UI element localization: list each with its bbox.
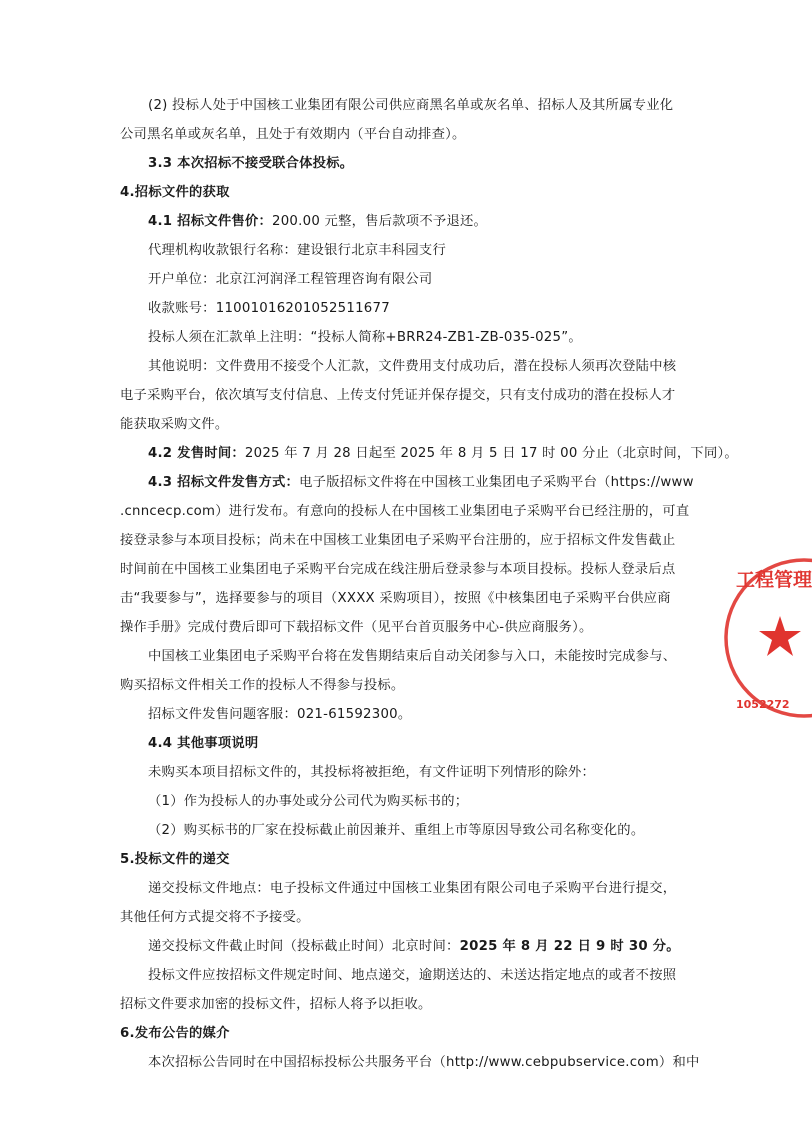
clause-4-1-label: 4.1 招标文件售价： bbox=[148, 214, 273, 229]
clause-4-3-label: 4.3 招标文件发售方式： bbox=[148, 475, 300, 490]
submission-deadline bbox=[148, 932, 715, 962]
clause-4-1 bbox=[148, 207, 715, 237]
late-submission-note: 投标文件应按招标文件规定时间、地点递交，逾期送达的、未送达指定地点的或者不按照 bbox=[148, 968, 677, 983]
clause-4-4-intro: 未购买本项目招标文件的，其投标将被拒绝，有文件证明下列情形的除外： bbox=[148, 765, 596, 780]
clause-4-1-text: 200.00 元整，售后款项不予退还。 bbox=[272, 214, 488, 229]
seal-bottom-text: 1052272 bbox=[736, 698, 790, 711]
section-4-heading: 4.招标文件的获取 bbox=[120, 185, 230, 200]
submission-deadline-label: 递交投标文件截止时间（投标截止时间）北京时间： bbox=[148, 939, 460, 954]
account-number: 收款账号：11001016201052511677 bbox=[148, 301, 390, 316]
other-notes-cont-1: 电子采购平台，依次填写支付信息、上传支付凭证并保存提交，只有支付成功的潜在投标人才 bbox=[120, 388, 676, 403]
account-holder: 开户单位：北京江河润泽工程管理咨询有限公司 bbox=[148, 272, 433, 287]
paragraph-2-blacklist: (2) 投标人处于中国核工业集团有限公司供应商黑名单或灰名单、招标人及其所属专业化 bbox=[148, 98, 674, 113]
clause-4-2-label: 4.2 发售时间： bbox=[148, 446, 245, 461]
submission-location: 递交投标文件地点：电子投标文件通过中国核工业集团有限公司电子采购平台进行提交， bbox=[148, 881, 677, 896]
submission-deadline-value: 2025 年 8 月 22 日 9 时 30 分。 bbox=[459, 939, 680, 954]
clause-4-3-cont-4: 击“我要参与”，选择要参与的项目（XXXX 采购项目），按照《中核集团电子采购平台供应商 bbox=[120, 591, 671, 606]
late-submission-note-cont: 招标文件要求加密的投标文件，招标人将予以拒收。 bbox=[120, 997, 432, 1012]
exception-2: （2）购买标书的厂家在投标截止前因兼并、重组上市等原因导致公司名称变化的。 bbox=[148, 823, 645, 838]
seal-star-icon bbox=[759, 616, 801, 656]
other-notes-cont-2: 能获取采购文件。 bbox=[120, 417, 229, 432]
clause-4-3 bbox=[148, 468, 715, 498]
section-6-heading: 6.发布公告的媒介 bbox=[120, 1026, 230, 1041]
clause-4-3-cont-1: .cnncecp.com）进行发布。有意向的投标人在中国核工业集团电子采购平台已经注册的，可直 bbox=[120, 504, 690, 519]
clause-4-4: 4.4 其他事项说明 bbox=[148, 736, 259, 751]
section-5-heading: 5.投标文件的递交 bbox=[120, 852, 230, 867]
company-seal-stamp bbox=[722, 538, 812, 738]
other-notes: 其他说明：文件费用不接受个人汇款，文件费用支付成功后，潜在投标人须再次登陆中核 bbox=[148, 359, 677, 374]
platform-close-note: 中国核工业集团电子采购平台将在发售期结束后自动关闭参与入口，未能按时完成参与、 bbox=[148, 649, 677, 664]
clause-3-3: 3.3 本次招标不接受联合体投标。 bbox=[148, 156, 354, 171]
submission-location-cont: 其他任何方式提交将不予接受。 bbox=[120, 910, 310, 925]
exception-1: （1）作为投标人的办事处或分公司代为购买标书的； bbox=[148, 794, 469, 809]
bank-name: 代理机构收款银行名称：建设银行北京丰科园支行 bbox=[148, 243, 447, 258]
clause-4-3-cont-5: 操作手册》完成付费后即可下载招标文件（见平台首页服务中心-供应商服务）。 bbox=[120, 620, 593, 635]
publication-media: 本次招标公告同时在中国招标投标公共服务平台（http://www.cebpubservice.com）和中 bbox=[148, 1055, 700, 1070]
platform-close-note-cont: 购买招标文件相关工作的投标人不得参与投标。 bbox=[120, 678, 405, 693]
clause-4-2-text: 2025 年 7 月 28 日起至 2025 年 8 月 5 日 17 时 00 分止（北京时间，下同）。 bbox=[244, 446, 738, 461]
seal-top-text: 工程管理 bbox=[736, 569, 812, 591]
paragraph-2-blacklist-cont: 公司黑名单或灰名单，且处于有效期内（平台自动排查）。 bbox=[120, 127, 466, 142]
clause-4-2 bbox=[148, 439, 738, 469]
remittance-note: 投标人须在汇款单上注明：“投标人简称+BRR24-ZB1-ZB-035-025”。 bbox=[148, 330, 582, 345]
clause-4-3-cont-3: 时间前在中国核工业集团电子采购平台完成在线注册后登录参与本项目投标。投标人登录后点 bbox=[120, 562, 676, 577]
clause-4-3-text: 电子版招标文件将在中国核工业集团电子采购平台（https://www bbox=[299, 475, 694, 490]
customer-service: 招标文件发售问题客服：021-61592300。 bbox=[148, 707, 412, 722]
clause-4-3-cont-2: 接登录参与本项目投标；尚未在中国核工业集团电子采购平台注册的，应于招标文件发售截止 bbox=[120, 533, 676, 548]
